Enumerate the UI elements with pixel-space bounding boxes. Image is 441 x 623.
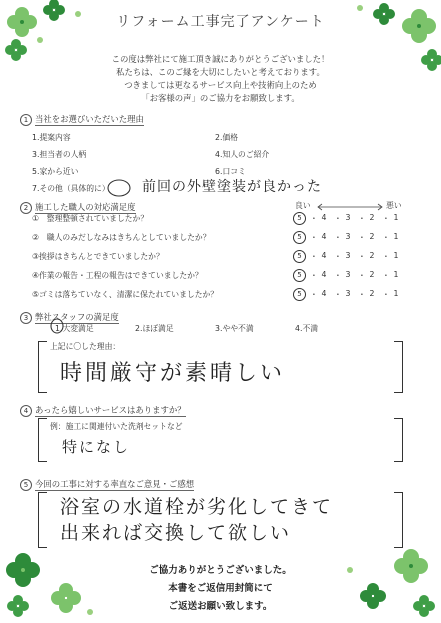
rating-option-q5-4[interactable]: 4 — [321, 289, 327, 298]
rating-option-q2-2[interactable]: 2 — [369, 232, 375, 241]
closing-line-3: ご返送お願い致します。 — [168, 601, 273, 612]
rating-separator: ・ — [334, 271, 342, 280]
intro-line-2: 私たちは、このご縁を大切にしたいと考えております。 — [116, 67, 325, 77]
q4-bracket-left — [38, 418, 47, 462]
rating-separator: ・ — [310, 252, 318, 261]
q1-other-answer: 前回の外壁塗装が良かった — [142, 179, 322, 195]
q2-item-2: ② 職人のみだしなみはきちんとしていましたか？ — [32, 233, 211, 242]
q5-heading — [20, 478, 194, 491]
rating-option-q4-1[interactable]: 1 — [393, 270, 399, 279]
q5-bracket-left — [38, 492, 47, 548]
rating-separator: ・ — [310, 233, 318, 242]
q1-option-2[interactable]: 2.価格 — [215, 133, 239, 142]
q4-answer: 特になし — [62, 438, 131, 456]
q3-option-2[interactable]: 2.ほぼ満足 — [135, 324, 174, 333]
rating-option-q2-3[interactable]: 3 — [345, 232, 351, 241]
q5-answer-line-1: 浴室の水道栓が劣化してきて — [60, 496, 334, 518]
q4-title: あったら嬉しいサービスはありますか？ — [35, 405, 186, 415]
rating-option-q4-2[interactable]: 2 — [369, 270, 375, 279]
rating-separator: ・ — [310, 271, 318, 280]
rating-option-q2-4[interactable]: 4 — [321, 232, 327, 241]
q5-title: 今回の工事に対する率直なご意見・ご感想 — [35, 479, 195, 489]
q4-heading — [20, 404, 186, 417]
rating-option-q5-5[interactable]: 5 — [293, 288, 306, 301]
rating-option-q4-4[interactable]: 4 — [321, 270, 327, 279]
closing-line-1: ご協力ありがとうございました。 — [149, 565, 292, 576]
q1-option-3[interactable]: 3.担当者の人柄 — [32, 150, 87, 159]
rating-separator: ・ — [382, 290, 390, 299]
rating-option-q1-3[interactable]: 3 — [345, 213, 351, 222]
intro-line-4: 「お客様の声」のご協力をお願致します。 — [141, 93, 300, 103]
rating-separator: ・ — [358, 271, 366, 280]
rating-separator: ・ — [382, 252, 390, 261]
rating-separator: ・ — [382, 271, 390, 280]
q2-item-1: ① 整理整頓されていましたか？ — [32, 214, 149, 223]
rating-option-q1-1[interactable]: 1 — [393, 213, 399, 222]
q4-number: 4 — [20, 405, 32, 417]
rating-separator: ・ — [334, 233, 342, 242]
q2-item-4: ④作業の報告・工程の報告はできていましたか？ — [32, 271, 203, 280]
q1-title: 当社をお選びいただいた理由 — [35, 114, 144, 124]
rating-option-q5-2[interactable]: 2 — [369, 289, 375, 298]
q2-item-5: ⑤ゴミは落ちていなく、清潔に保たれていましたか？ — [32, 290, 219, 299]
q2-number: 2 — [20, 202, 32, 214]
rating-option-q2-1[interactable]: 1 — [393, 232, 399, 241]
q5-number: 5 — [20, 479, 32, 491]
rating-separator: ・ — [334, 252, 342, 261]
q3-reason-bracket-left — [38, 341, 47, 393]
q3-title: 弊社スタッフの満足度 — [35, 312, 119, 322]
q1-option-4[interactable]: 4.知人のご紹介 — [215, 150, 270, 159]
rating-option-q1-2[interactable]: 2 — [369, 213, 375, 222]
rating-separator: ・ — [310, 290, 318, 299]
rating-separator: ・ — [358, 233, 366, 242]
rating-separator: ・ — [358, 214, 366, 223]
q1-option-5[interactable]: 5.家から近い — [32, 167, 79, 176]
scale-arrow — [316, 203, 384, 211]
intro-line-1: この度は弊社にて施工頂き誠にありがとうございました！ — [111, 54, 330, 64]
intro-line-3: つきましては更なるサービス向上や技術向上のため — [124, 80, 317, 90]
q4-bracket-right — [394, 418, 403, 462]
q3-option-3[interactable]: 3.やや不満 — [215, 324, 254, 333]
rating-separator: ・ — [358, 252, 366, 261]
q1-option-1[interactable]: 1.提案内容 — [32, 133, 71, 142]
rating-separator: ・ — [382, 214, 390, 223]
rating-option-q1-4[interactable]: 4 — [321, 213, 327, 222]
q5-bracket-right — [394, 492, 403, 548]
q4-example: 例：施工に関連付いた洗剤セットなど — [50, 422, 183, 431]
q2-title: 施工した職人の対応満足度 — [35, 202, 136, 212]
q3-reason-label: 上記に〇した理由： — [50, 342, 121, 351]
rating-separator: ・ — [334, 214, 342, 223]
q1-option-other-label[interactable]: 7.その他（具体的に） — [32, 184, 110, 193]
closing-line-2: 本書をご返信用封筒にて — [168, 583, 273, 594]
scale-bad-label: 悪い — [386, 201, 402, 210]
q1-option-6[interactable]: 6.口コミ — [215, 167, 246, 176]
rating-option-q1-5[interactable]: 5 — [293, 212, 306, 225]
q5-answer-line-2: 出来れば交換して欲しい — [60, 522, 292, 544]
q1-other-selected-circle — [106, 178, 132, 198]
rating-option-q3-2[interactable]: 2 — [369, 251, 375, 260]
q2-heading — [20, 201, 136, 214]
rating-option-q4-3[interactable]: 3 — [345, 270, 351, 279]
q3-reason-bracket-right — [394, 341, 403, 393]
rating-option-q3-4[interactable]: 4 — [321, 251, 327, 260]
q3-reason-answer: 時間厳守が素晴しい — [60, 361, 286, 386]
rating-separator: ・ — [334, 290, 342, 299]
rating-option-q3-1[interactable]: 1 — [393, 251, 399, 260]
q3-heading — [20, 311, 119, 324]
rating-option-q3-3[interactable]: 3 — [345, 251, 351, 260]
rating-separator: ・ — [382, 233, 390, 242]
rating-option-q5-1[interactable]: 1 — [393, 289, 399, 298]
rating-separator: ・ — [358, 290, 366, 299]
q3-option-4[interactable]: 4.不満 — [295, 324, 319, 333]
rating-option-q3-5[interactable]: 5 — [293, 250, 306, 263]
scale-good-label: 良い — [295, 201, 311, 210]
q2-item-3: ③挨拶はきちんとできていましたか？ — [32, 252, 164, 261]
rating-option-q4-5[interactable]: 5 — [293, 269, 306, 282]
q1-heading — [20, 113, 144, 126]
rating-option-q2-5[interactable]: 5 — [293, 231, 306, 244]
q1-number: 1 — [20, 114, 32, 126]
q3-option-1[interactable]: 1.大変満足 — [55, 324, 94, 333]
q3-number: 3 — [20, 312, 32, 324]
rating-option-q5-3[interactable]: 3 — [345, 289, 351, 298]
page-title: リフォーム工事完了アンケート — [116, 14, 325, 30]
rating-separator: ・ — [310, 214, 318, 223]
